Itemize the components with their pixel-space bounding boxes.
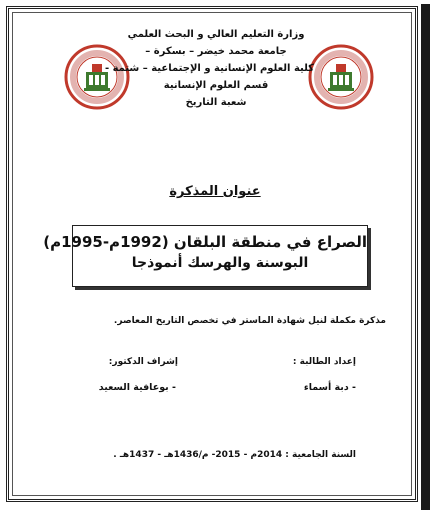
supervisor-label: إشراف الدكتور:: [108, 357, 178, 367]
prepared-by-label: إعداد الطالبة :: [292, 357, 356, 367]
department-name: قسم العلوم الإنسانية: [163, 80, 269, 91]
degree-description: مذكرة مكملة لنيل شهادة الماستر في تخصص التاريخ المعاصر.: [113, 316, 386, 326]
supervisor-name: - بوعافية السعيد: [98, 382, 176, 393]
student-name: - دبة أسماء: [303, 382, 356, 393]
faculty-name: كلية العلوم الإنسانية و الإجتماعية – شتمة -: [104, 63, 314, 74]
university-logo-right: [308, 44, 374, 110]
ministry-name: وزارة التعليم العالي و البحث العلمي: [127, 29, 305, 40]
academic-year: السنة الجامعية : 2014م - 2015- م/1436هـ - 1437هـ .: [113, 450, 356, 460]
thesis-title-box: [43, 225, 368, 287]
thesis-title-sub: البوسنة والهرسك أنموذجا: [131, 255, 309, 271]
university-name: جامعة محمد خيضر – بسكرة –: [145, 46, 287, 57]
page-edge-shadow: [421, 4, 430, 510]
memo-title-label: عنوان المذكرة: [169, 184, 261, 199]
thesis-title-main: الصراع في منطقة البلقان (1992م-1995م): [43, 233, 367, 251]
branch-name: شعبة التاريخ: [185, 97, 247, 108]
institution-header: [104, 26, 314, 111]
